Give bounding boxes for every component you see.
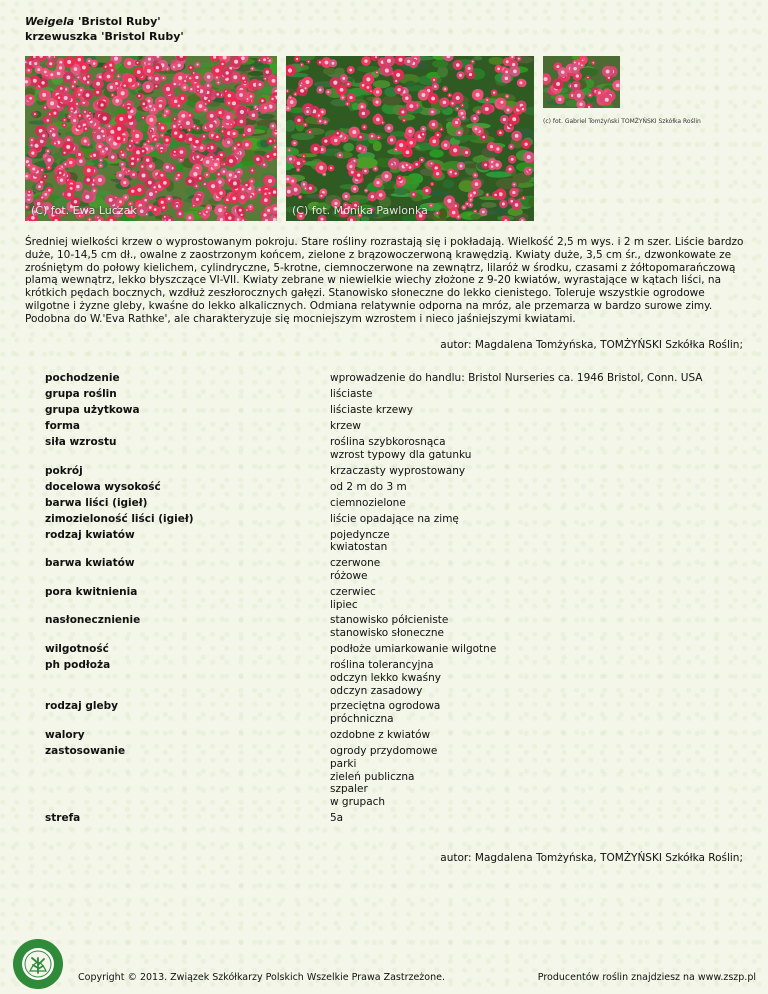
photo-1-caption: (C) fot. Ewa Luczak [31,204,137,217]
property-key: barwa liści (igieł) [45,496,148,509]
property-values [330,388,745,404]
photo-2 [286,56,534,221]
property-values [330,513,745,529]
property-value: od 2 m do 3 m [330,480,407,493]
property-values [330,700,745,729]
property-row [45,614,745,643]
photo-3[interactable] [543,56,620,108]
property-value: liściaste [330,388,373,400]
property-key: pochodzenie [45,372,120,384]
property-value: zieleń publiczna [330,770,415,783]
property-value: ciemnozielone [330,496,406,509]
property-row [45,700,745,729]
property-value: czerwone [330,557,381,570]
property-key: grupa użytkowa [45,404,140,416]
property-row [45,436,745,465]
zszp-logo [12,938,64,994]
property-values [330,372,745,388]
photo-3-caption: (c) fot. Gabriel Tomżyński TOMŻYŃSKI Szkółka Roślin [543,118,701,125]
property-key: barwa kwiatów [45,557,135,570]
property-row [45,745,745,812]
property-value: ogrody przydomowe [330,744,438,757]
property-key: pokrój [45,464,83,477]
property-value: odczyn zasadowy [330,684,423,697]
property-value: krzaczasty wyprostowany [330,464,466,477]
property-key: ph podłoża [45,658,111,671]
property-values [330,812,745,828]
property-key: rodzaj gleby [45,700,118,713]
property-row [45,388,745,404]
property-values [330,481,745,497]
property-value: stanowisko słoneczne [330,627,444,640]
property-value: czerwiec [330,585,376,598]
property-key: pora kwitnienia [45,585,138,598]
property-key: nasłonecznienie [45,614,141,627]
plant-title [25,14,184,44]
property-value: ozdobne z kwiatów [330,728,431,741]
property-key: docelowa wysokość [45,480,161,493]
property-value: szpaler [330,783,368,796]
property-row [45,497,745,513]
property-row [45,586,745,615]
property-values [330,497,745,513]
latin-name [25,14,184,29]
property-value: różowe [330,569,368,582]
photo-2-image [286,56,534,221]
property-row [45,659,745,700]
property-values [330,643,745,659]
copyright-text: Copyright © 2013. Związek Szkółkarzy Polskich Wszelkie Prawa Zastrzeżone. [78,972,445,983]
property-values [330,436,745,465]
property-row [45,372,745,388]
photo-2-caption: (C) fot. Monika Pawlonka [292,204,428,217]
property-value: wprowadzenie do handlu: Bristol Nurseries ca. 1946 Bristol, Conn. USA [330,372,703,384]
property-value: lipiec [330,598,358,611]
property-value: parki [330,757,357,770]
property-value: krzew [330,420,361,432]
property-values [330,586,745,615]
property-value: przeciętna ogrodowa [330,700,441,713]
property-values [330,404,745,420]
property-key: grupa roślin [45,388,117,400]
properties-table [45,372,745,828]
author-line-top: autor: Magdalena Tomżyńska, TOMŻYŃSKI Szkółka Roślin; [440,339,743,351]
property-key: forma [45,420,80,432]
property-key: rodzaj kwiatów [45,528,135,541]
description: Średniej wielkości krzew o wyprostowanym pokroju. Stare rośliny rozrastają się i pokładają. Wielkość 2,5 m wys. i 2 m szer. Liście bardzo duże, 10-14,5 cm dł., owalne z zaostrzonym końcem, zielone z brązowoczerwoną krawędzią. Kwiaty duże, 3,5 cm śr., dzwonkowate ze zrośniętym do połowy kielichem, cylindryczne, 5-krotne, ciemnoczerwone na zewnątrz, lilaróż w środku, czasami z żółtopomarańczową plamą wewnątrz, lekko błyszczące VI-VII. Kwiaty zebrane w niewielkie wiechy złożone z 9-20 kwiatów, wyrastające w kątach liści, na krótkich pędach bocznych, wzdłuż zeszłorocznych gałęzi. Stanowisko słoneczne do lekko cienistego. Toleruje wszystkie ogrodowe wilgotne i żyzne gleby, kwaśne do lekko alkalicznych. Odmiana relatywnie odporna na mróz, ale przemarza w bardzo surowe zimy. Podobna do W.'Eva Rathke', ale charakteryzuje się mocniejszym wzrostem i nieco jaśniejszymi kwiatami. [25,236,744,325]
property-values [330,420,745,436]
property-row [45,481,745,497]
property-values [330,465,745,481]
property-value: odczyn lekko kwaśny [330,671,441,684]
latin-genus: Weigela [25,15,75,28]
property-value: próchniczna [330,713,394,726]
property-values [330,614,745,643]
property-key: walory [45,728,85,741]
property-row [45,420,745,436]
property-values [330,557,745,586]
property-key: siła wzrostu [45,436,117,448]
property-value: liście opadające na zimę [330,512,459,525]
property-values [330,745,745,812]
latin-cultivar: 'Bristol Ruby' [78,15,161,28]
property-key: zimozieloność liści (igieł) [45,512,194,525]
property-row [45,513,745,529]
property-values [330,659,745,700]
property-value: roślina szybkorosnąca [330,436,446,448]
producers-link[interactable]: Producentów roślin znajdziesz na www.zszp.pl [537,972,756,983]
property-value: 5a [330,811,344,824]
property-value: w grupach [330,796,386,809]
property-values [330,729,745,745]
property-value: roślina tolerancyjna [330,658,434,671]
author-line-bottom: autor: Magdalena Tomżyńska, TOMŻYŃSKI Szkółka Roślin; [440,852,743,864]
property-value: pojedyncze [330,528,390,541]
property-value: wzrost typowy dla gatunku [330,448,472,461]
property-value: podłoże umiarkowanie wilgotne [330,642,497,655]
photo-3-image [543,56,620,108]
property-key: strefa [45,811,81,824]
property-row [45,812,745,828]
property-key: zastosowanie [45,744,126,757]
property-key: wilgotność [45,642,109,655]
photo-1 [25,56,277,221]
property-value: liściaste krzewy [330,404,413,416]
property-values [330,529,745,558]
property-value: stanowisko półcieniste [330,614,449,627]
property-row [45,729,745,745]
property-row [45,557,745,586]
property-row [45,404,745,420]
property-row [45,529,745,558]
property-row [45,643,745,659]
property-value: kwiatostan [330,541,388,554]
photo-1-image [25,56,277,221]
polish-name: krzewuszka 'Bristol Ruby' [25,30,184,43]
property-row [45,465,745,481]
